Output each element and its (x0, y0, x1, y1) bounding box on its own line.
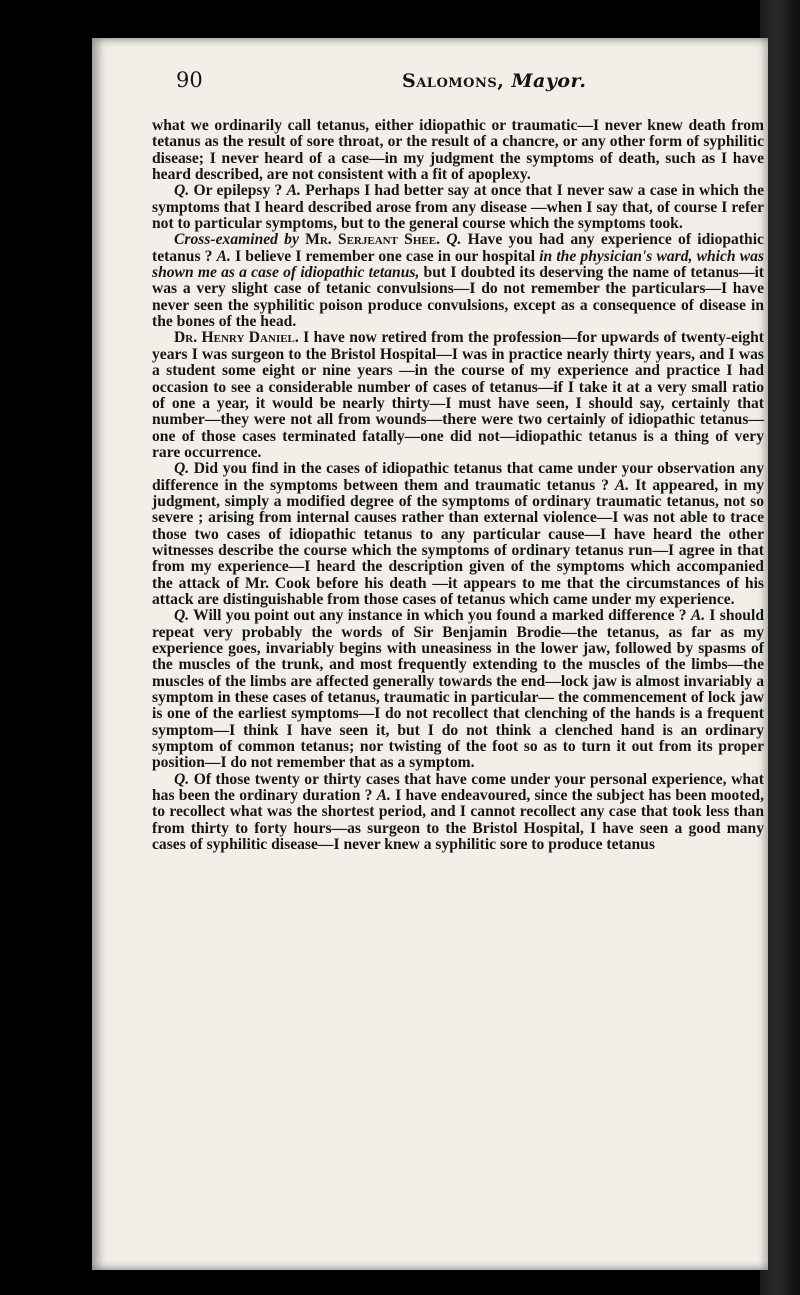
body-text (152, 118, 764, 853)
text-segment: Dr. Henry Daniel. (174, 329, 299, 347)
text-segment: I believe I remember one case in our hospital (230, 247, 540, 265)
text-segment: A. (286, 182, 301, 200)
page-number: 90 (176, 68, 203, 92)
text-segment: in the physician's ward, which was shown me as a case of idiopathic tetanus, (152, 247, 764, 282)
text-segment: what we ordinarily call tetanus, either idiopathic or traumatic—I never knew death from tetanus as the result of sore throat, or the result of a chancre, or any other form of syphilitic disease; I never heard of a case—in my judgment the symptoms of death, such as I have heard described, are not consistent with a fit of apoplexy. (152, 117, 764, 184)
text-segment: I have now retired from the profession—for upwards of twenty-eight years I was surgeon to the Bristol Hospital—I was in practice nearly thirty years, and I was a student some eight or nine years —in the course of my experience and practice I had occasion to see a considerable number of cases of tetanus—if I take it at a very small ratio of one a year, it would be nearly thirty—I must have seen, I should say, certainly that number—they were not all from wounds—there were two certainly of idiopathic tetanus—one of those cases terminated fatally—one did not—idiopathic tetanus is a thing of very rare occurrence. (152, 329, 764, 461)
text-segment: A. (216, 247, 231, 265)
page-header (92, 68, 768, 98)
text-segment: Of those twenty or thirty cases that have come under your personal experience, what has been the ordinary duration ? (152, 770, 764, 805)
paragraph (152, 772, 764, 854)
text-segment: Will you point out any instance in which you found a marked difference ? (189, 607, 691, 625)
text-segment: A. (614, 476, 630, 494)
paragraph (152, 461, 764, 608)
text-segment: Or epilepsy ? (189, 182, 287, 200)
running-head (402, 70, 586, 92)
text-segment: Q. (446, 231, 462, 249)
paragraph (152, 232, 764, 330)
text-segment: A. (690, 607, 706, 625)
text-segment: Mr. Serjeant Shee. (305, 231, 440, 249)
text-segment: Have you had any experience of idiopathic tetanus ? (152, 231, 764, 265)
running-head-title: Mayor. (511, 70, 587, 92)
running-head-name: Salomons, (402, 70, 505, 92)
page-sheet (92, 38, 768, 1270)
paragraph (152, 118, 764, 183)
text-segment: Q. (174, 770, 190, 788)
text-segment: I should repeat very probably the words of Sir Benjamin Brodie—the tetanus, as far as my experience goes, invariably begins with uneasiness in the lower jaw, followed by spasms of the muscles of the trunk, and most frequently extending to the muscles of the limbs—the muscles of the limbs are affected generally towards the end—lock jaw is almost invariably a symptom in these cases of tetanus, traumatic in particular— the commencement of lock jaw is one of the earliest symptoms—I do not recollect that clenching of the hands is a frequent symptom—I think I have seen it, but I do not think a clenched hand is an ordinary symptom of common tetanus; nor twisting of the foot so as to turn it out from its proper position—I do not remember that as a symptom. (152, 607, 764, 772)
text-segment: Did you find in the cases of idiopathic tetanus that came under your observation any difference in the symptoms between them and traumatic tetanus ? (152, 460, 764, 494)
text-segment: Q. (174, 460, 190, 478)
text-segment: Q. (174, 182, 190, 200)
text-segment: Perhaps I had better say at once that I never saw a case in which the symptoms that I heard described arose from any disease —when I say that, of course I refer not to particular symptoms, but to the general course which the symptoms took. (152, 182, 764, 233)
text-segment: I have endeavoured, since the subject has been mooted, to recollect what was the shortest period, and I cannot recollect any case that took less than from thirty to forty hours—as surgeon to the Bristol Hospital, I have seen a good many cases of syphilitic disease—I never knew a syphilitic sore to produce tetanus (152, 787, 765, 854)
paragraph (152, 330, 764, 461)
text-segment: A. (376, 787, 391, 805)
text-segment: Cross-examined by (174, 231, 299, 249)
text-segment: It appeared, in my judgment, simply a modified degree of the symptoms of ordinary traumatic tetanus, not so severe ; arising from internal causes rather than external violence—I was not able to trace those two cases of idiopathic tetanus to any particular cause—I have heard the other witnesses describe the course which the symptoms of ordinary tetanus run—I agree in that from my experience—I heard the description given of the symptoms which accompanied the attack of Mr. Cook before his death —it appears to me that the circumstances of his attack are distinguishable from those cases of tetanus which came under my experience. (152, 476, 764, 608)
paragraph (152, 183, 764, 232)
text-segment: Q. (174, 607, 190, 625)
text-segment: but I doubted its deserving the name of tetanus—it was a very slight case of tetanic convulsions—I do not remember the particulars—I have never seen the syphilitic poison produce convulsions, except as a consequence of disease in the bones of the head. (152, 264, 764, 331)
paragraph (152, 608, 764, 771)
